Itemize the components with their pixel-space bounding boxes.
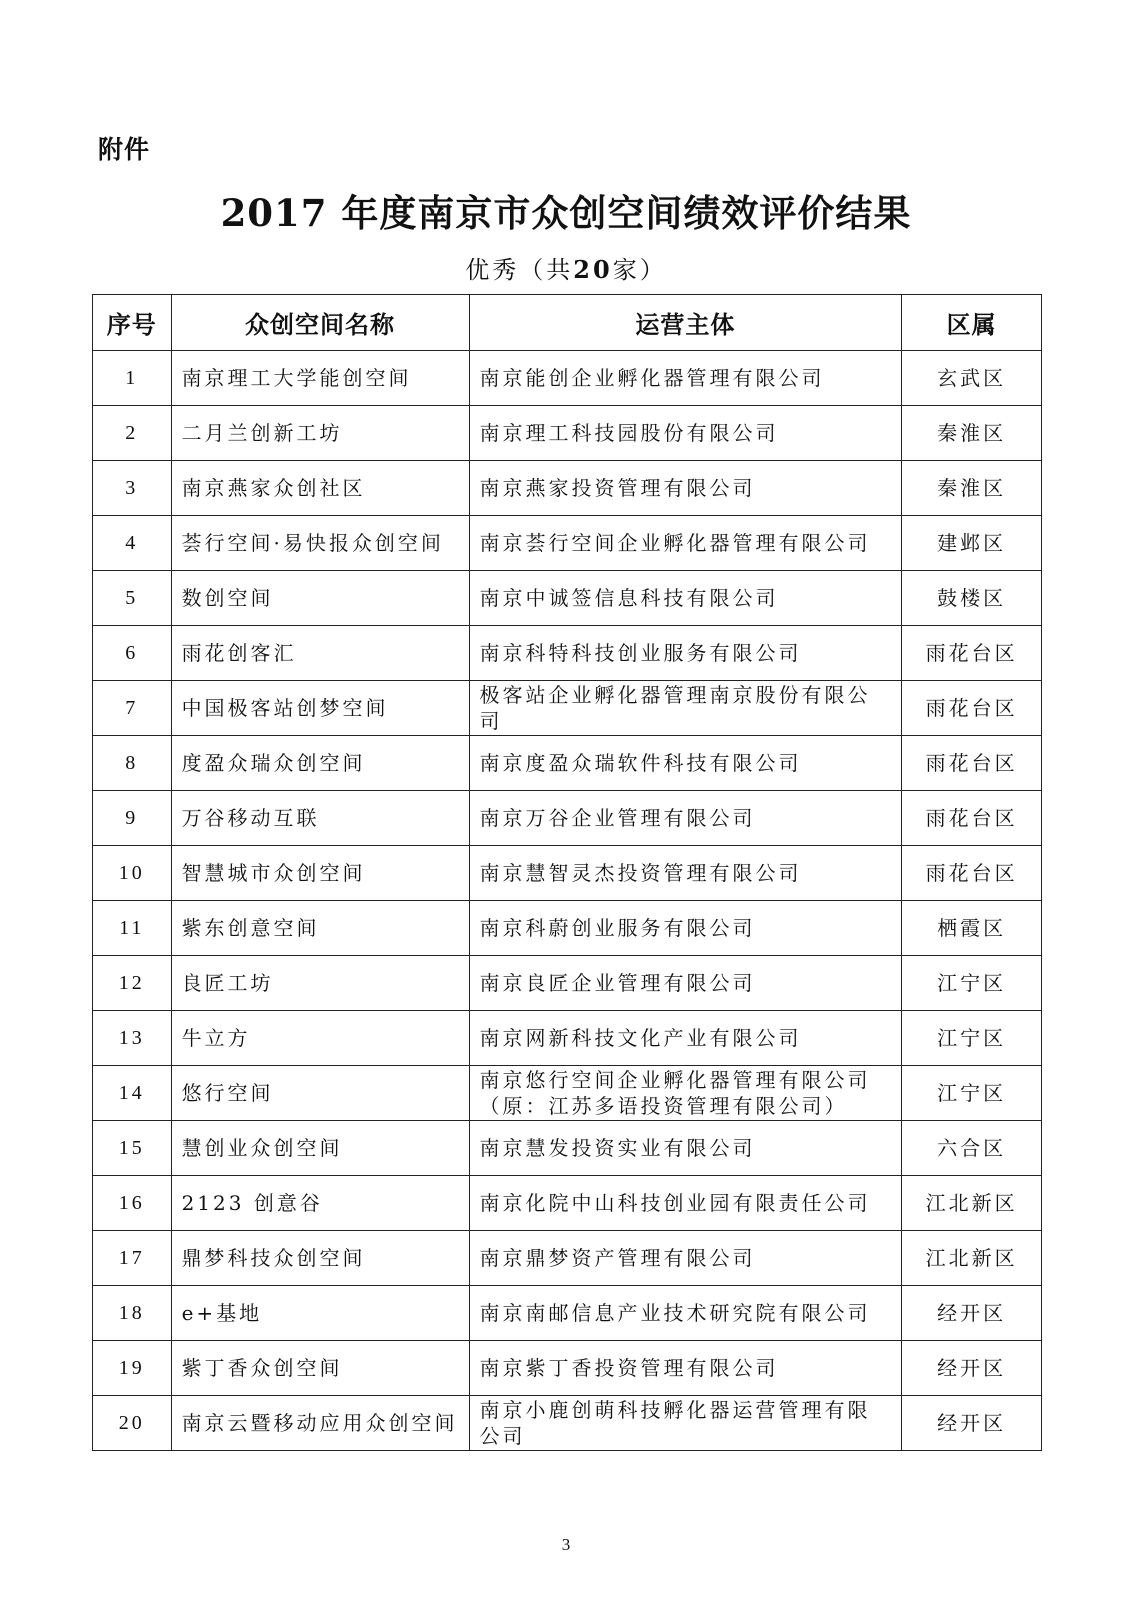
cell-district: 六合区 [902, 1121, 1042, 1176]
cell-index: 15 [93, 1121, 172, 1176]
cell-space-name: 度盈众瑞众创空间 [171, 736, 469, 791]
cell-district: 雨花台区 [902, 736, 1042, 791]
cell-district: 经开区 [902, 1341, 1042, 1396]
results-table [92, 294, 1042, 1451]
cell-district: 经开区 [902, 1286, 1042, 1341]
cell-space-name: 智慧城市众创空间 [171, 846, 469, 901]
cell-district: 雨花台区 [902, 846, 1042, 901]
cell-operator: 南京慧发投资实业有限公司 [469, 1121, 902, 1176]
table-row [93, 1066, 1042, 1121]
cell-index: 16 [93, 1176, 172, 1231]
cell-space-name: 牛立方 [171, 1011, 469, 1066]
cell-space-name: 悠行空间 [171, 1066, 469, 1121]
cell-operator: 南京中诚签信息科技有限公司 [469, 571, 902, 626]
cell-operator: 南京荟行空间企业孵化器管理有限公司 [469, 516, 902, 571]
cell-space-name: 鼎梦科技众创空间 [171, 1231, 469, 1286]
cell-index: 7 [93, 681, 172, 736]
subtitle-suffix: 家） [612, 256, 667, 284]
cell-index: 18 [93, 1286, 172, 1341]
table-row [93, 1121, 1042, 1176]
table-row [93, 1011, 1042, 1066]
header-operator: 运营主体 [469, 295, 902, 351]
cell-district: 江北新区 [902, 1176, 1042, 1231]
cell-index: 4 [93, 516, 172, 571]
table-row [93, 626, 1042, 681]
cell-space-name: 南京燕家众创社区 [171, 461, 469, 516]
cell-operator: 南京鼎梦资产管理有限公司 [469, 1231, 902, 1286]
cell-index: 17 [93, 1231, 172, 1286]
table-header-row [93, 295, 1042, 351]
table-row [93, 1396, 1042, 1451]
table-row [93, 846, 1042, 901]
table-row [93, 791, 1042, 846]
table-row [93, 1286, 1042, 1341]
table-row [93, 351, 1042, 406]
cell-index: 10 [93, 846, 172, 901]
cell-district: 玄武区 [902, 351, 1042, 406]
cell-operator: 南京网新科技文化产业有限公司 [469, 1011, 902, 1066]
table-row [93, 406, 1042, 461]
cell-space-name: 荟行空间·易快报众创空间 [171, 516, 469, 571]
cell-space-name: 2123 创意谷 [171, 1176, 469, 1231]
cell-index: 5 [93, 571, 172, 626]
cell-operator: 南京悠行空间企业孵化器管理有限公司（原：江苏多语投资管理有限公司） [469, 1066, 902, 1121]
cell-operator: 南京科特科技创业服务有限公司 [469, 626, 902, 681]
cell-district: 雨花台区 [902, 791, 1042, 846]
cell-space-name: 慧创业众创空间 [171, 1121, 469, 1176]
cell-index: 9 [93, 791, 172, 846]
cell-index: 11 [93, 901, 172, 956]
cell-space-name: 南京理工大学能创空间 [171, 351, 469, 406]
cell-operator: 南京燕家投资管理有限公司 [469, 461, 902, 516]
table-row [93, 571, 1042, 626]
cell-space-name: 数创空间 [171, 571, 469, 626]
cell-index: 1 [93, 351, 172, 406]
cell-operator: 南京慧智灵杰投资管理有限公司 [469, 846, 902, 901]
cell-district: 建邺区 [902, 516, 1042, 571]
cell-operator: 南京理工科技园股份有限公司 [469, 406, 902, 461]
table-row [93, 1176, 1042, 1231]
cell-index: 19 [93, 1341, 172, 1396]
cell-index: 20 [93, 1396, 172, 1451]
subtitle-prefix: 优秀（共 [465, 256, 574, 284]
cell-district: 鼓楼区 [902, 571, 1042, 626]
table-row [93, 681, 1042, 736]
cell-operator: 南京化院中山科技创业园有限责任公司 [469, 1176, 902, 1231]
cell-index: 12 [93, 956, 172, 1011]
cell-space-name: 南京云暨移动应用众创空间 [171, 1396, 469, 1451]
subtitle-count: 20 [573, 255, 613, 284]
cell-operator: 南京万谷企业管理有限公司 [469, 791, 902, 846]
table-row [93, 901, 1042, 956]
table-row [93, 736, 1042, 791]
cell-district: 江北新区 [902, 1231, 1042, 1286]
cell-index: 13 [93, 1011, 172, 1066]
cell-index: 2 [93, 406, 172, 461]
cell-district: 经开区 [902, 1396, 1042, 1451]
table-row [93, 1231, 1042, 1286]
cell-space-name: 中国极客站创梦空间 [171, 681, 469, 736]
cell-index: 6 [93, 626, 172, 681]
cell-operator: 南京良匠企业管理有限公司 [469, 956, 902, 1011]
page-number: 3 [561, 1535, 571, 1554]
header-space-name: 众创空间名称 [171, 295, 469, 351]
table-row [93, 461, 1042, 516]
cell-index: 14 [93, 1066, 172, 1121]
cell-district: 江宁区 [902, 1066, 1042, 1121]
cell-operator: 南京南邮信息产业技术研究院有限公司 [469, 1286, 902, 1341]
cell-operator: 极客站企业孵化器管理南京股份有限公司 [469, 681, 902, 736]
header-district: 区属 [902, 295, 1042, 351]
cell-district: 雨花台区 [902, 626, 1042, 681]
cell-index: 3 [93, 461, 172, 516]
cell-operator: 南京紫丁香投资管理有限公司 [469, 1341, 902, 1396]
cell-space-name: 紫丁香众创空间 [171, 1341, 469, 1396]
cell-district: 栖霞区 [902, 901, 1042, 956]
cell-district: 江宁区 [902, 1011, 1042, 1066]
document-title: 2017 年度南京市众创空间绩效评价结果 [220, 191, 912, 235]
cell-operator: 南京度盈众瑞软件科技有限公司 [469, 736, 902, 791]
cell-space-name: 万谷移动互联 [171, 791, 469, 846]
cell-space-name: 二月兰创新工坊 [171, 406, 469, 461]
cell-space-name: e+基地 [171, 1286, 469, 1341]
cell-space-name: 雨花创客汇 [171, 626, 469, 681]
category-subtitle [0, 250, 1132, 285]
cell-index: 8 [93, 736, 172, 791]
cell-district: 秦淮区 [902, 406, 1042, 461]
table-row [93, 956, 1042, 1011]
cell-operator: 南京小鹿创萌科技孵化器运营管理有限公司 [469, 1396, 902, 1451]
cell-operator: 南京能创企业孵化器管理有限公司 [469, 351, 902, 406]
attachment-label: 附件 [98, 135, 151, 164]
cell-district: 秦淮区 [902, 461, 1042, 516]
table-row [93, 1341, 1042, 1396]
cell-space-name: 良匠工坊 [171, 956, 469, 1011]
cell-operator: 南京科蔚创业服务有限公司 [469, 901, 902, 956]
table-body [93, 351, 1042, 1451]
table-row [93, 516, 1042, 571]
header-index: 序号 [93, 295, 172, 351]
cell-space-name: 紫东创意空间 [171, 901, 469, 956]
cell-district: 雨花台区 [902, 681, 1042, 736]
cell-district: 江宁区 [902, 956, 1042, 1011]
